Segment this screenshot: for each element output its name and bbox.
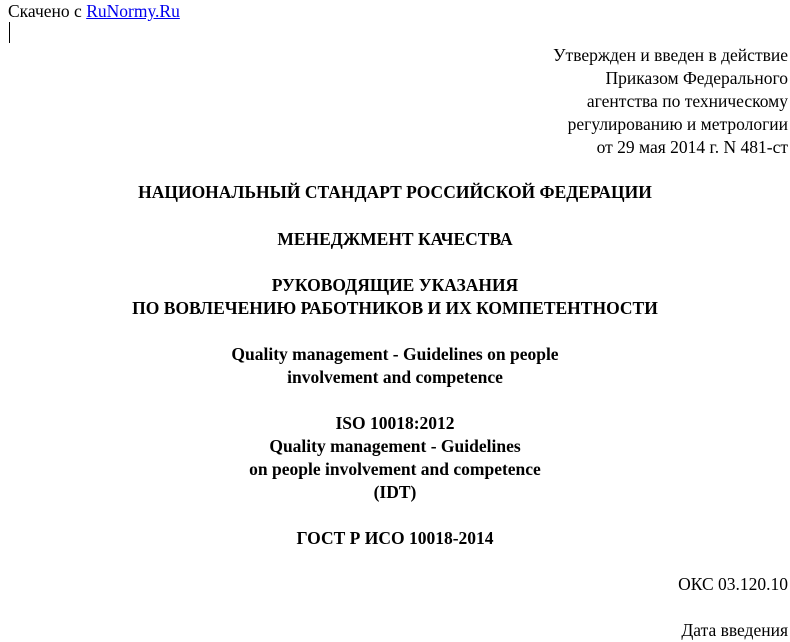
text-cursor — [9, 22, 10, 43]
iso-line: Quality management - Guidelines — [269, 436, 521, 456]
approval-line: Утвержден и введен в действие — [553, 45, 788, 65]
iso-line: ISO 10018:2012 — [335, 413, 455, 433]
english-title — [0, 343, 790, 389]
russian-title-line: РУКОВОДЯЩИЕ УКАЗАНИЯ — [271, 275, 519, 295]
approval-block — [553, 44, 788, 159]
source-prefix: Скачено с — [8, 1, 87, 21]
subject-heading: МЕНЕДЖМЕНТ КАЧЕСТВА — [277, 229, 513, 249]
iso-line: on people involvement and competence — [249, 459, 541, 479]
approval-line: от 29 мая 2014 г. N 481-ст — [596, 137, 788, 157]
russian-title — [0, 274, 790, 320]
approval-line: регулированию и метрологии — [567, 114, 788, 134]
intro-date-label: Дата введения — [681, 620, 788, 640]
russian-title-line: ПО ВОВЛЕЧЕНИЮ РАБОТНИКОВ И ИХ КОМПЕТЕНТНОСТИ — [132, 298, 658, 318]
national-standard-title: НАЦИОНАЛЬНЫЙ СТАНДАРТ РОССИЙСКОЙ ФЕДЕРАЦИИ — [138, 182, 652, 202]
gost-designation: ГОСТ Р ИСО 10018-2014 — [296, 528, 494, 548]
english-title-line: Quality management - Guidelines on people — [231, 344, 559, 364]
iso-reference — [0, 412, 790, 504]
english-title-line: involvement and competence — [287, 367, 503, 387]
approval-line: агентства по техническому — [586, 91, 788, 111]
approval-line: Приказом Федерального — [605, 68, 788, 88]
oks-code: ОКС 03.120.10 — [678, 574, 788, 594]
iso-line: (IDT) — [373, 482, 417, 502]
source-link[interactable]: RuNormy.Ru — [86, 1, 180, 21]
source-line — [8, 0, 180, 23]
